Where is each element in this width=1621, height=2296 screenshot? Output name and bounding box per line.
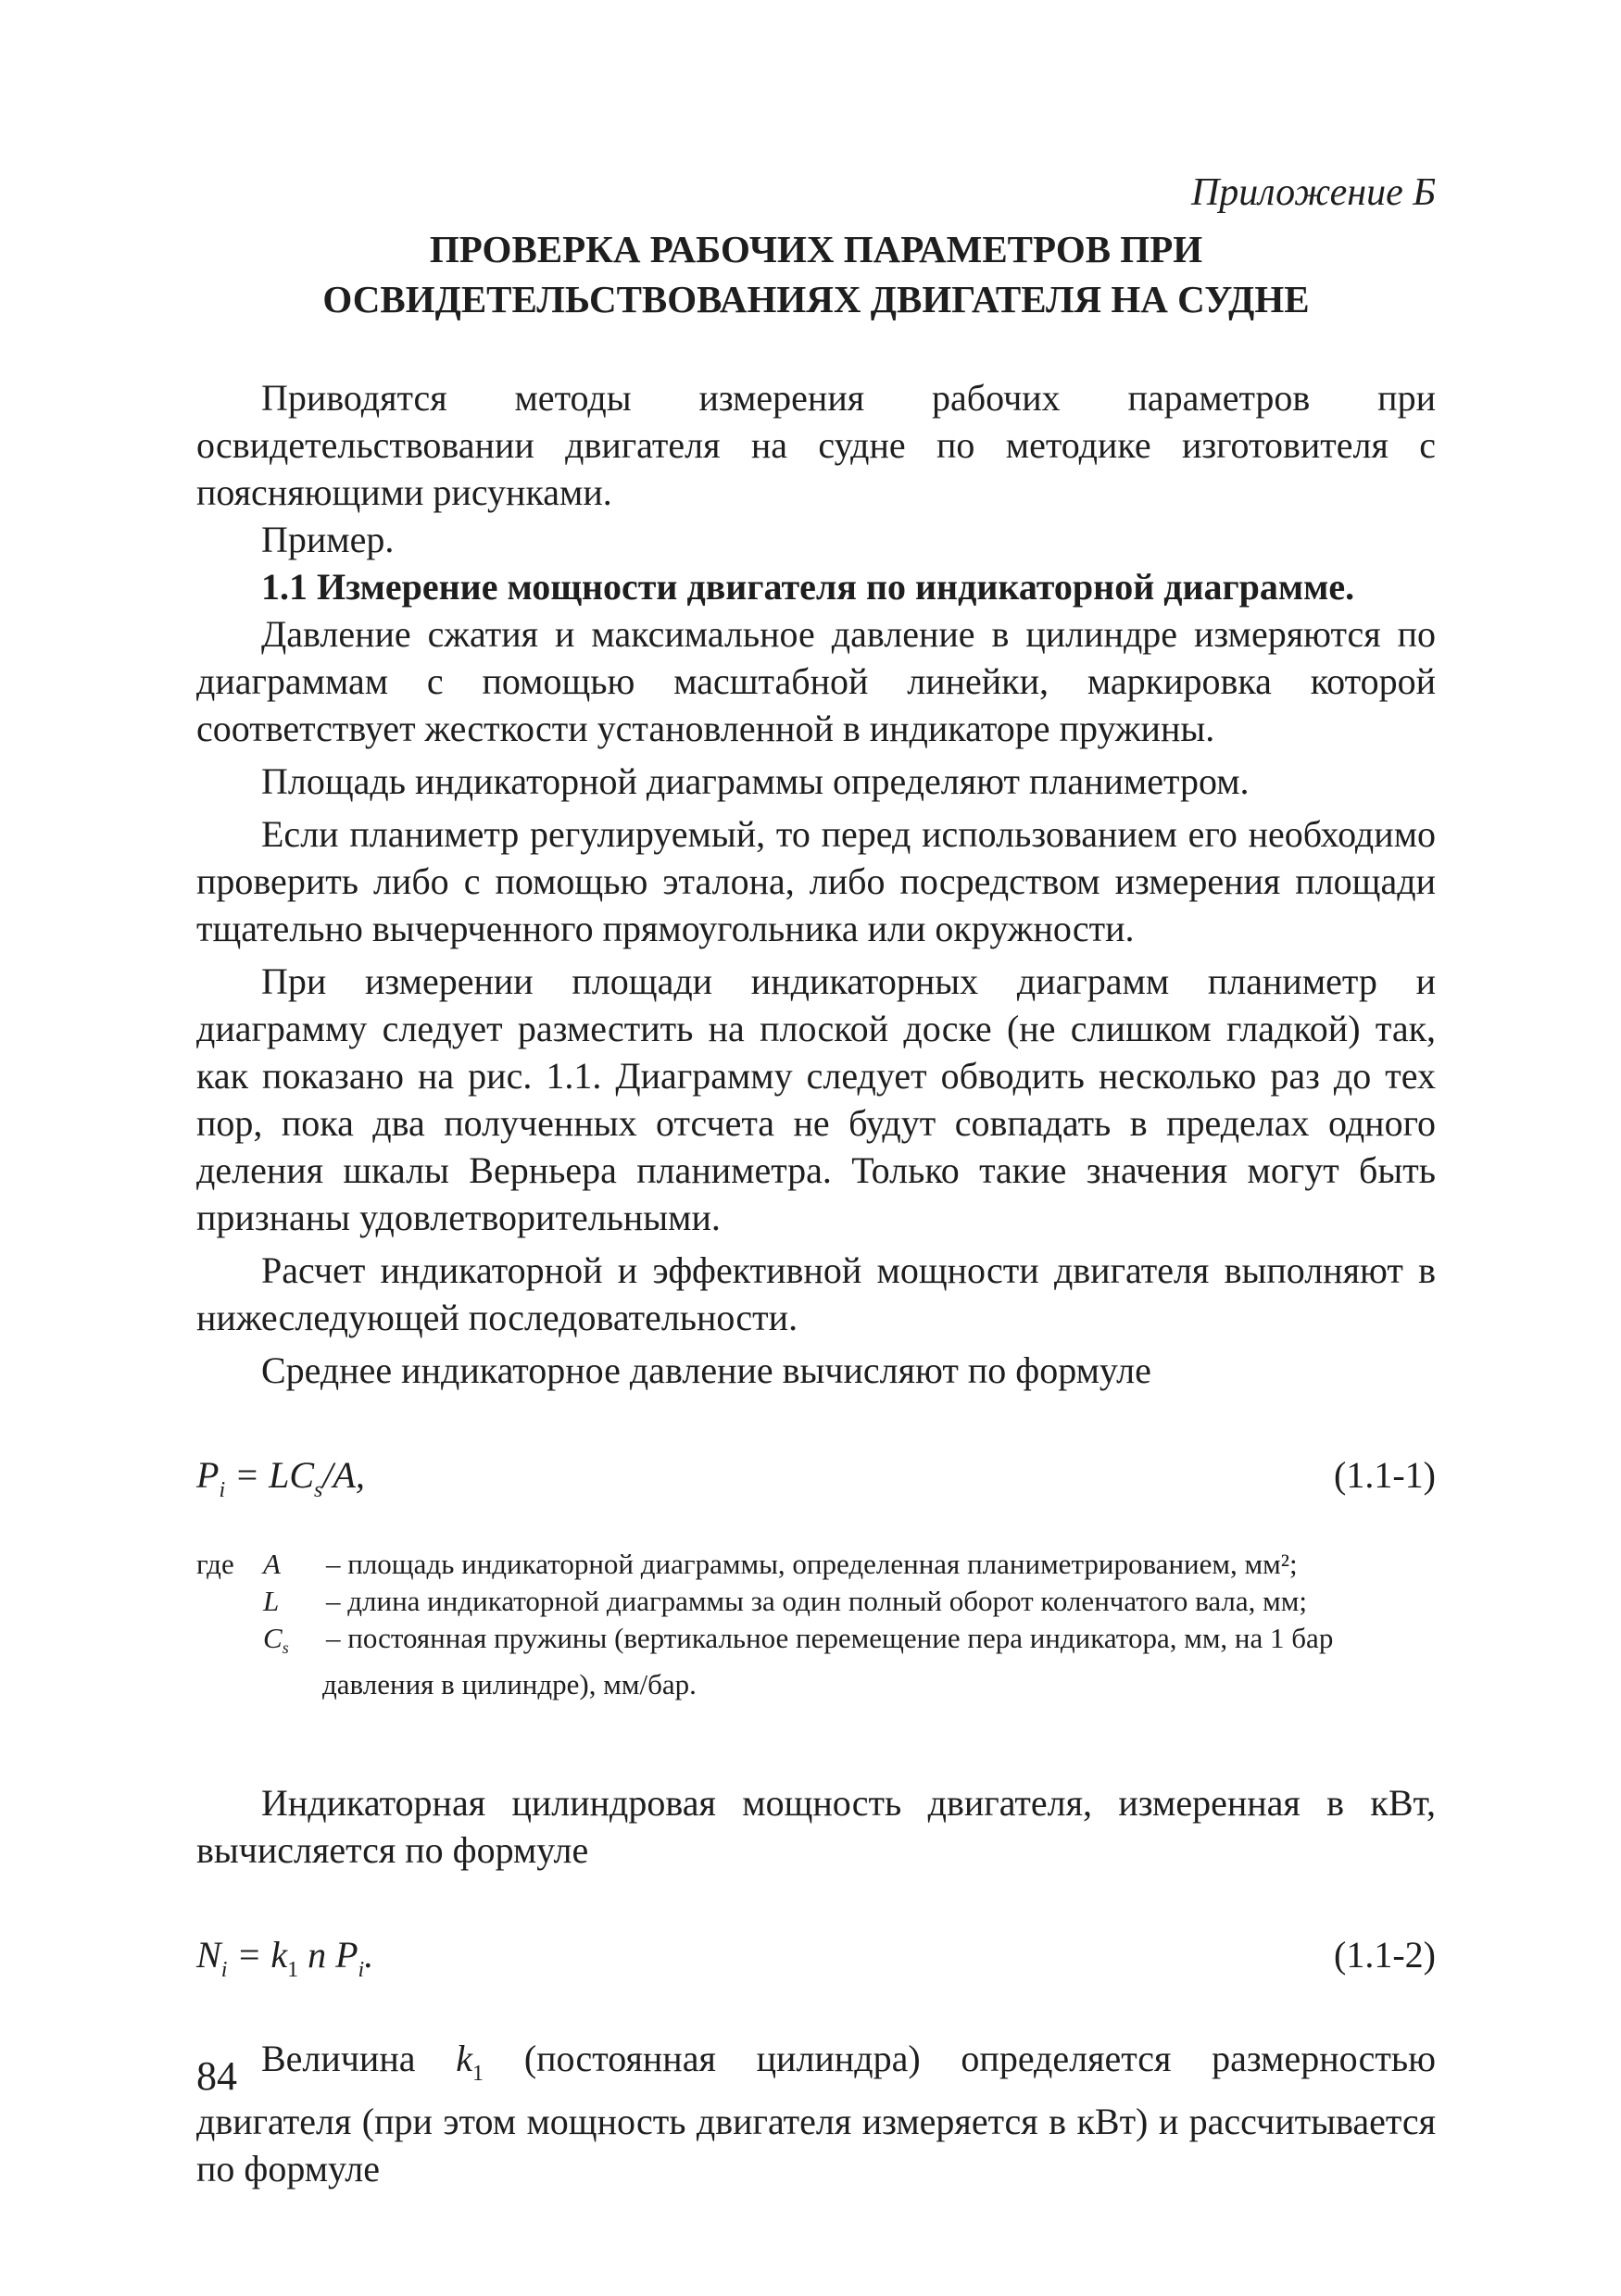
- section-heading: 1.1 Измерение мощности двигателя по индикаторной диаграмме.: [261, 566, 1355, 608]
- formula-2-expression: $N_i = k_1$ n $P_i$.: [196, 1934, 374, 1982]
- formula-1-legend: [196, 1546, 1436, 1703]
- paragraph-pressure: Давление сжатия и максимальное давление в цилиндре измеряются по диаграммам с помощью масштабной линейки, маркировка которой соответствует жесткости установленной в индикаторе пружины.: [196, 613, 1436, 749]
- formula-2-number: (1.1-2): [1334, 1934, 1436, 1976]
- formula-2: [196, 1931, 1436, 1987]
- formula-1-expression: $P_i = LC_s/A$,: [196, 1454, 365, 1502]
- paragraph-cylinder-power: Индикаторная цилиндровая мощность двигателя, измеренная в кВт, вычисляется по формуле: [196, 1782, 1436, 1871]
- title-line-1: ПРОВЕРКА РАБОЧИХ ПАРАМЕТРОВ ПРИ: [429, 228, 1203, 270]
- legend-item-a: где A – площадь индикаторной диаграммы, определенная планиметрированием, мм²;: [196, 1548, 1298, 1580]
- legend-item-cs: $C_s$ – постоянная пружины (вертикальное перемещение пера индикатора, мм, на 1 бар давления в цилиндре), мм/бар.: [263, 1622, 1334, 1700]
- intro-paragraph: Приводятся методы измерения рабочих параметров при освидетельствовании двигателя на судне по методике изготовителя с поясняющими рисунками.: [196, 377, 1436, 513]
- body-text: [196, 374, 1436, 2192]
- paragraph-k1: Величина $k_1$ (постоянная цилиндра) определяется размерностью двигателя (при этом мощность двигателя измеряется в кВт) и рассчитывается по формуле: [196, 2038, 1436, 2189]
- title-line-2: ОСВИДЕТЕЛЬСТВОВАНИЯХ ДВИГАТЕЛЯ НА СУДНЕ: [322, 278, 1310, 320]
- page-number: 84: [196, 2053, 237, 2099]
- formula-1-number: (1.1-1): [1334, 1454, 1436, 1496]
- formula-1: [196, 1451, 1436, 1507]
- paragraph-area: Площадь индикаторной диаграммы определяют планиметром.: [261, 760, 1250, 802]
- legend-item-l: L – длина индикаторной диаграммы за один полный оборот коленчатого вала, мм;: [263, 1585, 1307, 1617]
- paragraph-planimeter: Если планиметр регулируемый, то перед использованием его необходимо проверить либо с помощью эталона, либо посредством измерения площади тщательно вычерченного прямоугольника или окружности.: [196, 813, 1436, 949]
- page-title: [196, 224, 1436, 324]
- paragraph-measurement: При измерении площади индикаторных диаграмм планиметр и диаграмму следует разместить на плоской доске (не слишком гладкой) так, как показано на рис. 1.1. Диаграмму следует обводить несколько раз до тех пор, пока два полученных отсчета не будут совпадать в пределах одного деления шкалы Верньера планиметра. Только такие значения могут быть признаны удовлетворительными.: [196, 960, 1436, 1238]
- paragraph-calculation: Расчет индикаторной и эффективной мощности двигателя выполняют в нижеследующей последовательности.: [196, 1249, 1436, 1338]
- paragraph-mean-pressure: Среднее индикаторное давление вычисляют по формуле: [261, 1349, 1151, 1391]
- example-label: Пример.: [261, 519, 395, 560]
- appendix-label: Приложение Б: [1190, 171, 1436, 214]
